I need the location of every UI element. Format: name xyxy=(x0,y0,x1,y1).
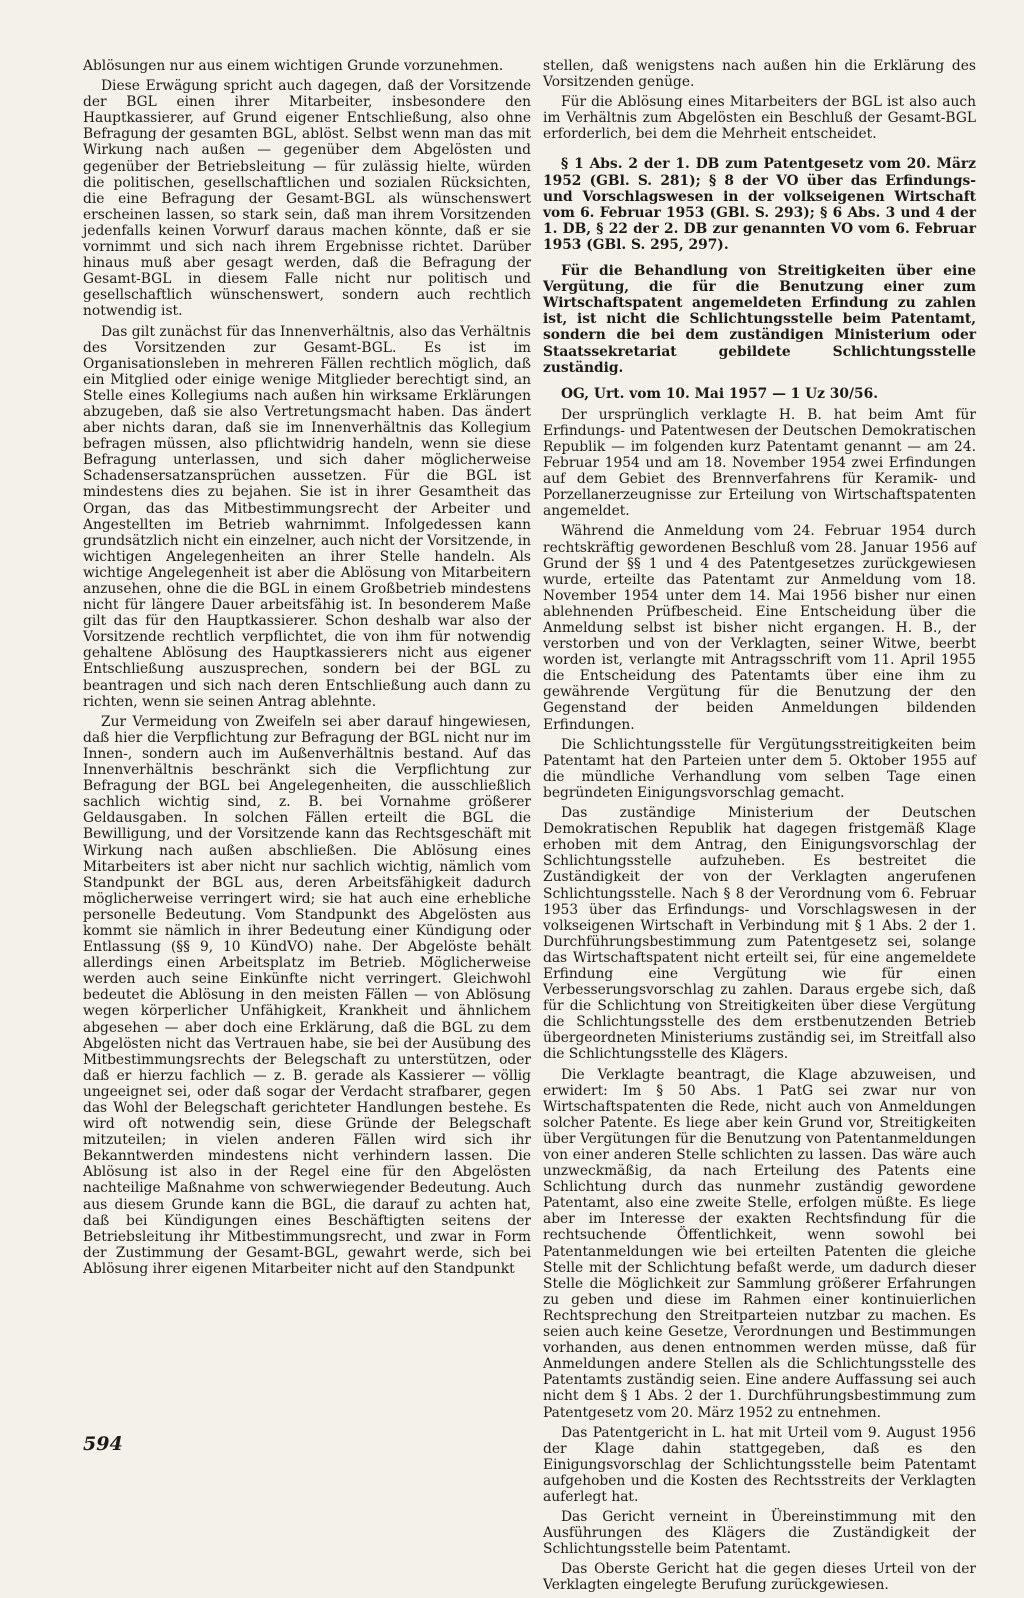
headnote: Für die Behandlung von Streitigkeiten über eine Vergütung, die für die Benutzung einer zum Wirtschaftspatent angemeldeten Erfindung zu zahlen ist, ist nicht die Schlichtungsstelle beim Patentamt, sondern die bei dem zuständigen Ministerium oder Staatssekretariat gebildete Schlichtungsstelle zuständig. xyxy=(543,263,976,376)
paragraph: stellen, daß wenigstens nach außen hin die Erklärung des Vorsitzenden genüge. xyxy=(543,58,976,91)
paragraph: Das Gericht verneint in Übereinstimmung mit den Ausführungen des Klägers die Zuständigkeit der Schlichtungsstelle beim Patentamt. xyxy=(543,1509,976,1558)
paragraph: Die Schlichtungsstelle für Vergütungsstreitigkeiten beim Patentamt hat den Parteien unter dem 5. Oktober 1955 auf die mündliche Verhandlung vom selben Tage einen begründeten Einigungsvorschlag gemacht. xyxy=(543,736,976,801)
statutes-heading: § 1 Abs. 2 der 1. DB zum Patentgesetz vom 20. März 1952 (GBl. S. 281); § 8 der VO über das Erfindungs- und Vorschlagswesen in der volkseigenen Wirtschaft vom 6. Februar 1953 (GBl. S. 293); § 6 Abs. 3 und 4 der 1. DB, § 22 der 2. DB zur genannten VO vom 6. Februar 1953 (GBl. S. 295, 297). xyxy=(543,156,976,253)
paragraph: Das zuständige Ministerium der Deutschen Demokratischen Republik hat dagegen fristgemäß Klage erhoben mit dem Antrag, den Einigungsvorschlag der Schlichtungsstelle aufzuheben. Es bestreitet die Zuständigkeit der von der Verklagten angerufenen Schlichtungsstelle. Nach § 8 der Verordnung vom 6. Februar 1953 über das Erfindungs- und Vorschlagswesen in der volkseigenen Wirtschaft in Verbindung mit § 1 Abs. 2 der 1. Durchführungsbestimmung zum Patentgesetz sei, solange das Wirtschaftspatent nicht erteilt sei, für eine angemeldete Erfindung eine Vergütung wie für einen Verbesserungsvorschlag zu zahlen. Daraus ergebe sich, daß für die Schlichtung von Streitigkeiten über diese Vergütung die Schlichtungsstelle des dem erstbenutzenden Betrieb übergeordneten Ministeriums zuständig sei, im Streitfall also die Schlichtungsstelle des Klägers. xyxy=(543,805,976,1063)
paragraph: Das Patentgericht in L. hat mit Urteil vom 9. August 1956 der Klage dahin stattgegeben, daß es den Einigungsvorschlag der Schlichtungsstelle beim Patentamt aufgehoben und die Kosten des Rechtsstreits der Verklagten auferlegt hat. xyxy=(543,1424,976,1505)
paragraph: Zur Vermeidung von Zweifeln sei aber darauf hingewiesen, daß hier die Verpflichtung zur Befragung der BGL nicht nur im Innen-, sondern auch im Außenverhältnis bestand. Auf das Innenverhältnis beschränkt sich die Verpflichtung zur Befragung der BGL bei Angelegenheiten, die ausschließlich sachlich wichtig sind, z. B. bei Vornahme größerer Geldausgaben. In solchen Fällen erteilt die BGL die Bewilligung, und der Vorsitzende kann das Rechtsgeschäft mit Wirkung nach außen abschließen. Die Ablösung eines Mitarbeiters ist aber nicht nur sachlich wichtig, nämlich vom Standpunkt der BGL aus, deren Arbeitsfähigkeit dadurch möglicherweise verringert wird; sie hat auch eine erhebliche personelle Bedeutung. Vom Standpunkt des Abgelösten aus kommt sie nämlich in ihrer Bedeutung einer Kündigung oder Entlassung (§§ 9, 10 KündVO) nahe. Der Abgelöste behält allerdings einen Arbeitsplatz im Betrieb. Möglicherweise werden auch seine Einkünfte nicht verringert. Gleichwohl bedeutet die Ablösung in den meisten Fällen — von Ablösung wegen körperlicher Unfähigkeit, Krankheit und ähnlichem abgesehen — aber doch eine Erklärung, daß die BGL zu dem Abgelösten nicht das Vertrauen habe, sie bei der Ausübung des Mitbestimmungsrechts der Belegschaft zu unterstützen, oder daß er hierzu fachlich — z. B. gerade als Kassierer — völlig ungeeignet sei, oder daß sogar der Verdacht strafbarer, gegen das Wohl der Belegschaft gerichteter Handlungen bestehe. Es wird oft notwendig sein, diese Gründe der Belegschaft mitzuteilen; in vielen anderen Fällen wird sich ihr Bekanntwerden mindestens nicht verhindern lassen. Die Ablösung ist also in der Regel eine für den Abgelösten nachteilige Maßnahme von schwerwiegender Bedeutung. Auch aus diesem Grunde kann die BGL, die darauf zu achten hat, daß bei Kündigungen eines Beschäftigten seitens der Betriebsleitung ihr Mitbestimmungsrecht, und zwar in Form der Zustimmung der Gesamt-BGL, gewahrt werde, sich bei Ablösung ihrer eigenen Mitarbeiter nicht auf den Standpunkt xyxy=(83,713,531,1277)
court-citation: OG, Urt. vom 10. Mai 1957 — 1 Uz 30/56. xyxy=(561,385,878,402)
paragraph: Das gilt zunächst für das Innenverhältnis, also das Verhältnis des Vorsitzenden zur Gesamt-BGL. Es ist im Organisationsleben in mehreren Fällen rechtlich möglich, daß ein Mitglied oder einige wenige Mitglieder berechtigt sind, an Stelle eines Kollegiums nach außen hin wirksame Erklärungen abzugeben, daß sie also Vertretungsmacht haben. Das ändert aber nichts daran, daß sie im Innenverhältnis das Kollegium befragen müssen, also pflichtwidrig handeln, wenn sie diese Befragung unterlassen, und sich daher möglicherweise Schadensersatzansprüchen aussetzen. Für die BGL ist mindestens dies zu bejahen. Sie ist in ihrer Gesamtheit das Organ, das das Mitbestimmungsrecht der Arbeiter und Angestellten im Betrieb wahrnimmt. Infolgedessen kann grundsätzlich nicht ein einzelner, auch nicht der Vorsitzende, in wichtigen Angelegenheiten an ihrer Stelle handeln. Als wichtige Angelegenheit ist aber die Ablösung von Mitarbeitern anzusehen, ohne die die BGL in einem Großbetrieb mindestens nicht für längere Dauer arbeitsfähig ist. In besonderem Maße gilt das für den Hauptkassierer. Schon deshalb war also der Vorsitzende rechtlich verpflichtet, die von ihm für notwendig gehaltene Ablösung des Hauptkassierers nicht aus eigener Entschließung auszusprechen, sondern bei der BGL zu beantragen und sich nach deren Entschließung auch dann zu richten, wenn sie seinen Antrag ablehnte. xyxy=(83,323,531,710)
paragraph: Diese Erwägung spricht auch dagegen, daß der Vorsitzende der BGL einen ihrer Mitarbeiter, insbesondere den Hauptkassierer, auf Grund eigener Entschließung, also ohne Befragung der gesamten BGL, ablöst. Selbst wenn man das mit Wirkung nach außen — gegenüber dem Abgelösten und gegenüber der Betriebsleitung — für zulässig hielte, würden die politischen, gesellschaftlichen und sozialen Rücksichten, die eine Befragung der Gesamt-BGL als wünschenswert erscheinen lassen, so stark sein, daß man ihrem Vorsitzenden jedenfalls keinen Vorwurf daraus machen könnte, daß er sie vornimmt und sich nach ihrem Ergebnisse richtet. Darüber hinaus muß aber gesagt werden, daß die Befragung der Gesamt-BGL in diesem Falle nicht nur politisch und gesellschaftlich wünschenswert, sondern auch rechtlich notwendig ist. xyxy=(83,78,531,320)
paragraph: Für die Ablösung eines Mitarbeiters der BGL ist also auch im Verhältnis zum Abgelösten ein Beschluß der Gesamt-BGL erforderlich, bei dem die Mehrheit entscheidet. xyxy=(543,94,976,143)
paragraph: Das Oberste Gericht hat die gegen dieses Urteil von der Verklagten eingelegte Berufung zurückgewiesen. xyxy=(543,1561,976,1594)
right-column xyxy=(543,58,976,1598)
paragraph: Der ursprünglich verklagte H. B. hat beim Amt für Erfindungs- und Patentwesen der Deutschen Demokratischen Republik — im folgenden kurz Patentamt genannt — am 24. Februar 1954 und am 18. November 1954 zwei Erfindungen auf dem Gebiet des Brennverfahrens für Keramik- und Porzellanerzeugnisse zur Erteilung von Wirtschaftspatenten angemeldet. xyxy=(543,406,976,520)
page-number: 594 xyxy=(83,1433,123,1455)
paragraph: Die Verklagte beantragt, die Klage abzuweisen, und erwidert: Im § 50 Abs. 1 PatG sei zwar nur von Wirtschaftspatenten die Rede, nicht auch von Anmeldungen solcher Patente. Es liege aber kein Grund vor, Streitigkeiten über Vergütungen für die Benutzung von Patentanmeldungen von einer anderen Stelle schlichten zu lassen. Das wäre auch unzweckmäßig, da nach Erteilung des Patents eine Schlichtung durch das nunmehr zuständig gewordene Patentamt, also eine zweite Stelle, erfolgen müßte. Es liege aber im Interesse der exakten Rechtsfindung für die rechtsuchende Öffentlichkeit, wenn sowohl bei Patentanmeldungen wie bei erteilten Patenten die gleiche Stelle mit der Schlichtung befaßt werde, um dadurch dieser Stelle die Möglichkeit zur Sammlung größerer Erfahrungen zu geben und diese im Rahmen einer kontinuierlichen Rechtsprechung den Streitparteien nutzbar zu machen. Es seien auch keine Gesetze, Verordnungen und Bestimmungen vorhanden, aus denen entnommen werden müsse, daß für Anmeldungen andere Stellen als die Schlichtungsstelle des Patentamts zuständig seien. Eine andere Auffassung sei auch nicht dem § 1 Abs. 2 der 1. Durchführungsbestimmung zum Patentgesetz vom 20. März 1952 zu entnehmen. xyxy=(543,1066,976,1421)
left-column xyxy=(83,58,531,1281)
paragraph: Ablösungen nur aus einem wichtigen Grunde vorzunehmen. xyxy=(83,58,504,74)
paragraph: Während die Anmeldung vom 24. Februar 1954 durch rechtskräftig gewordenen Beschluß vom 28. Januar 1956 auf Grund der §§ 1 und 4 des Patentgesetzes zurückgewiesen wurde, erteilte das Patentamt zur Anmeldung vom 18. November 1954 unter dem 14. Mai 1956 bisher nur einen ablehnenden Prüfbescheid. Eine Entscheidung über die Anmeldung selbst ist bisher nicht ergangen. H. B., der verstorben und von der Verklagten, seiner Witwe, beerbt worden ist, verlangte mit Antragsschrift vom 11. April 1955 die Entscheidung des Patentamts über eine ihm zu gewährende Vergütung für die Benutzung der den Gegenstand der beiden Anmeldungen bildenden Erfindungen. xyxy=(543,523,976,733)
